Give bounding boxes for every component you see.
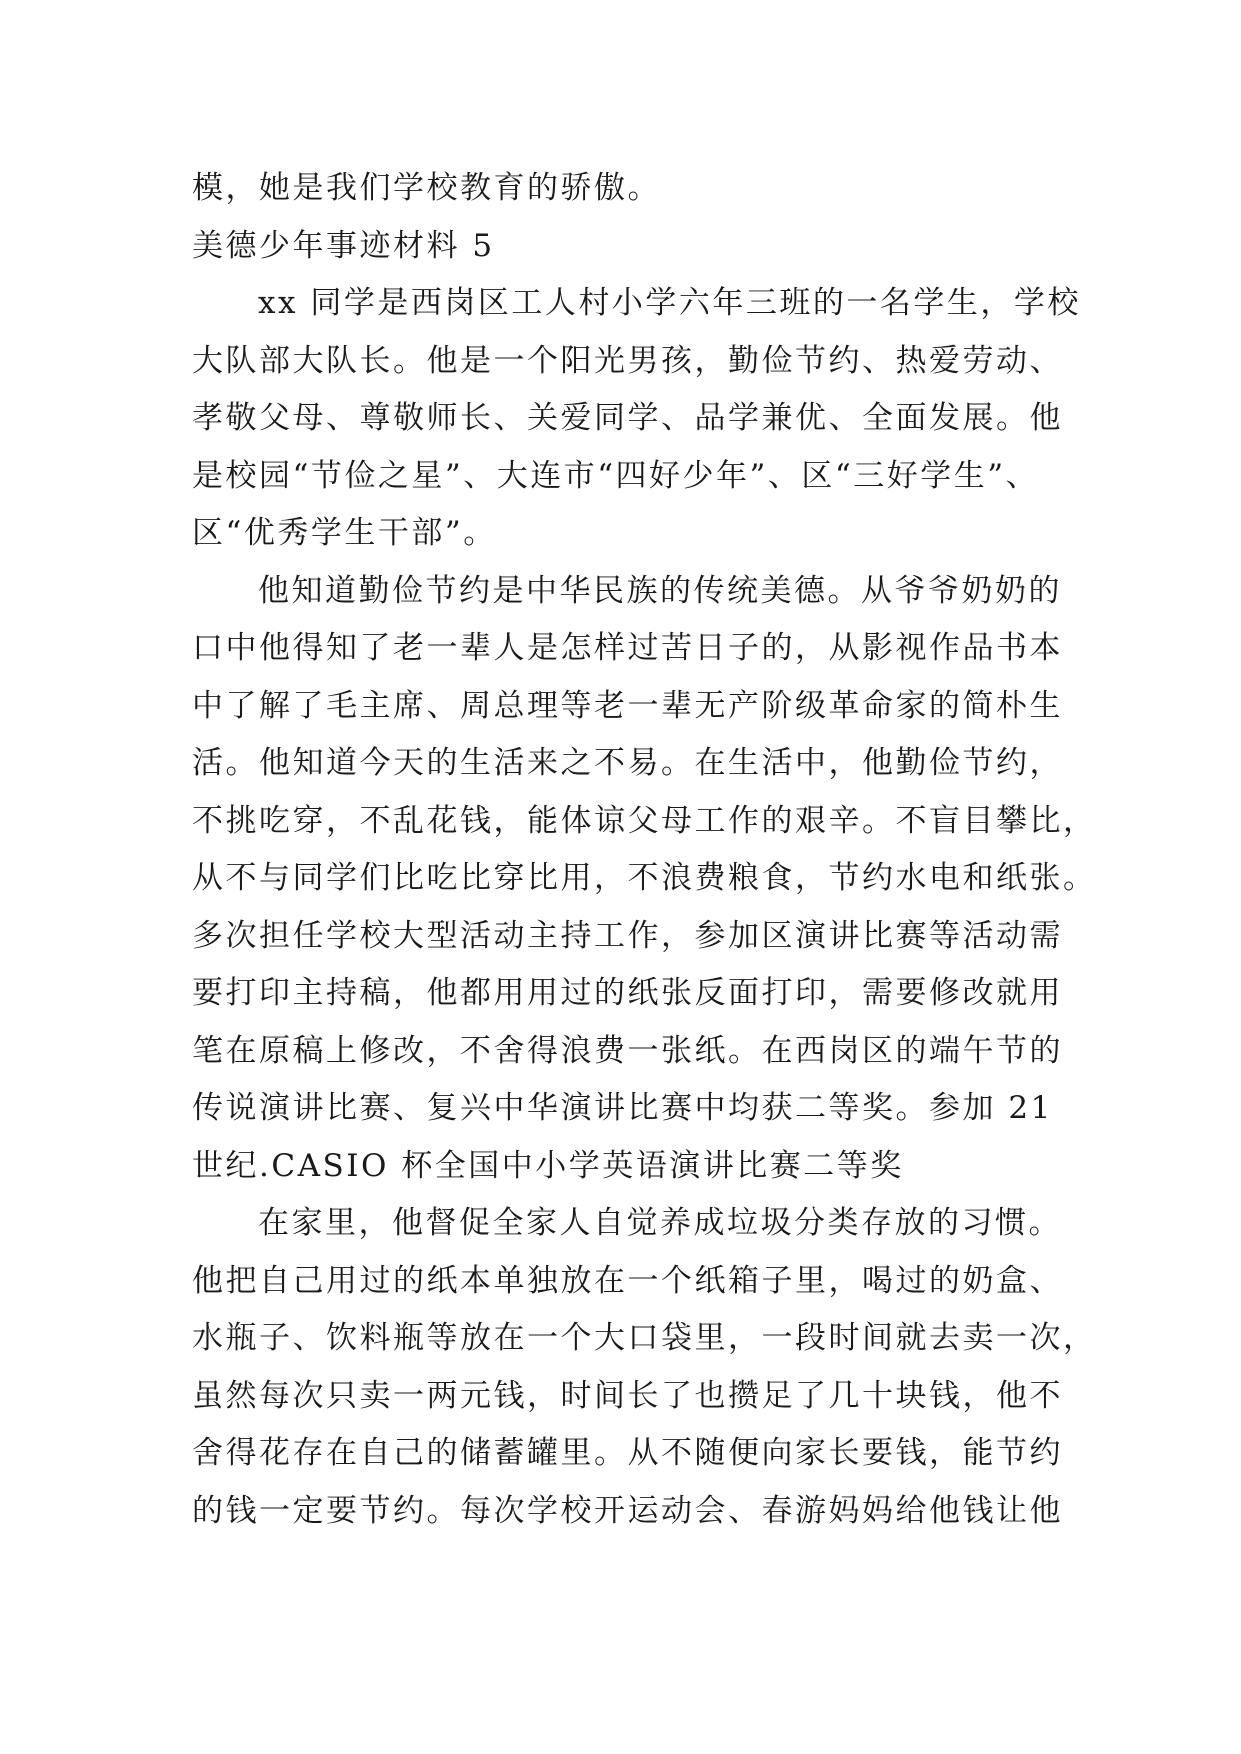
text-line: 舍得花存在自己的储蓄罐里。从不随便向家长要钱，能节约 <box>192 1435 1063 1471</box>
text-line: 口中他得知了老一辈人是怎样过苦日子的，从影视作品书本 <box>192 630 1063 666</box>
text-line: 模，她是我们学校教育的骄傲。 <box>192 170 661 206</box>
section-heading: 美德少年事迹材料 5 <box>192 227 495 264</box>
text-line: 多次担任学校大型活动主持工作，参加区演讲比赛等活动需 <box>192 917 1063 954</box>
paragraph-first-line: xx 同学是西岗区工人村小学六年三班的一名学生，学校 <box>258 285 1081 321</box>
text-line: 笔在原稿上修改，不舍得浪费一张纸。在西岗区的端午节的 <box>192 1032 1063 1069</box>
text-line: 他把自己用过的纸本单独放在一个纸箱子里，喝过的奶盒、 <box>192 1262 1063 1299</box>
text-line: 从不与同学们比吃比穿比用，不浪费粮食，节约水电和纸张。 <box>192 860 1097 896</box>
text-line: 中了解了毛主席、周总理等老一辈无产阶级革命家的简朴生 <box>192 687 1063 724</box>
paragraph-first-line: 他知道勤俭节约是中华民族的传统美德。从爷爷奶奶的 <box>258 572 1062 609</box>
paragraph-first-line: 在家里，他督促全家人自觉养成垃圾分类存放的习惯。 <box>258 1205 1062 1241</box>
text-line: 的钱一定要节约。每次学校开运动会、春游妈妈给他钱让他 <box>192 1492 1063 1529</box>
text-line: 世纪.CASIO 杯全国中小学英语演讲比赛二等奖 <box>192 1147 904 1184</box>
text-line: 孝敬父母、尊敬师长、关爱同学、品学兼优、全面发展。他 <box>192 400 1063 436</box>
text-line: 大队部大队长。他是一个阳光男孩，勤俭节约、热爱劳动、 <box>192 342 1063 379</box>
text-line: 区“优秀学生干部”。 <box>192 515 497 551</box>
text-line: 是校园“节俭之星”、大连市“四好少年”、区“三好学生”、 <box>192 457 1040 494</box>
text-line: 活。他知道今天的生活来之不易。在生活中，他勤俭节约， <box>192 745 1063 781</box>
text-line: 不挑吃穿，不乱花钱，能体谅父母工作的艰辛。不盲目攀比， <box>192 802 1097 839</box>
text-line: 传说演讲比赛、复兴中华演讲比赛中均获二等奖。参加 21 <box>192 1090 1053 1126</box>
text-line: 要打印主持稿，他都用用过的纸张反面打印，需要修改就用 <box>192 975 1063 1011</box>
document-body <box>192 160 1097 1540</box>
text-line: 虽然每次只卖一两元钱，时间长了也攒足了几十块钱，他不 <box>192 1377 1063 1414</box>
text-line: 水瓶子、饮料瓶等放在一个大口袋里，一段时间就去卖一次， <box>192 1320 1097 1356</box>
